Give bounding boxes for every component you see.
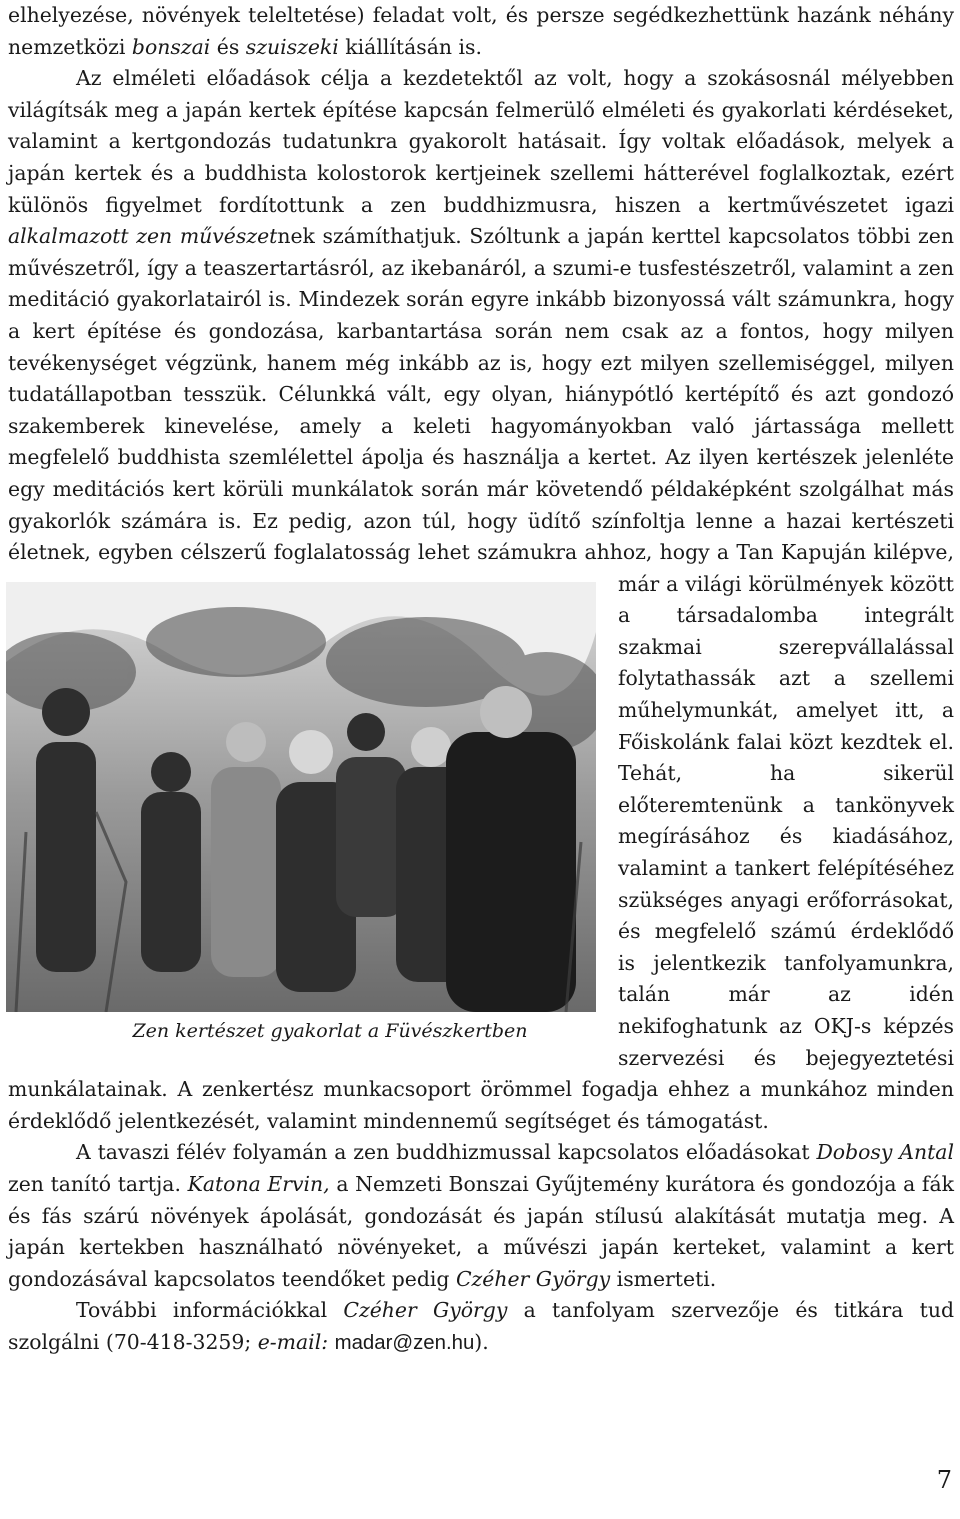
person-czeher-contact: Czéher György <box>343 1298 508 1323</box>
person-czeher: Czéher György <box>455 1266 611 1291</box>
page-number: 7 <box>936 1466 952 1494</box>
term-applied-zen-art: alkalmazott zen művészet <box>8 224 278 249</box>
photo-caption: Zen kertészet gyakorlat a Füvészkertben <box>132 1019 528 1042</box>
paragraph-1: elhelyezése, növények teleltetése) feladat volt, és persze segédkezhettünk hazánk néhány nemzetközi bonszai és szuiszeki kiállításán is. <box>8 3 954 59</box>
group-photo-image <box>6 582 596 1012</box>
person-dobosy: Dobosy Antal <box>816 1140 954 1165</box>
email-link[interactable]: madar@zen.hu <box>334 1331 475 1354</box>
paragraph-2: Az elméleti előadások célja a kezdetektől az volt, hogy a szokásosnál mélyebben világítsák meg a japán kertek építése kapcsán felmerülő elméleti és gyakorlati kérdéseket, valamint a kertgondozás tudatunkra gyakorolt hatásait. Így voltak előadások, melyek a japán kertek és a buddhista kolostorok kertjeinek szellemi hátterével foglalkoztak, ezért különös figyelmet fordítottunk a zen buddhizmusra, hiszen a kertművészetet igazi alkalmazott zen művészetnek számíthatjuk. Szóltunk a japán kerttel kapcsolatos többi zen művészetről, így a teaszertartásról, az ikebanáról, a szumi-e tusfestészetről, valamint a zen meditáció gyakorlatairól is. Mindezek során egyre inkább bizonyossá vált számunkra, hogy a kert építése és gondozása, karbantartása során nem csak az a fontos, hogy milyen tevékenységet végzünk, hanem még inkább az is, hogy ezt milyen szellemiséggel, milyen tudatállapotban tesszük. Célunkká vált, egy olyan, hiánypótló kertépítő és azt gondozó szakemberek kinevelése, amely a keleti hagyományokban való jártassága mellett megfelelő buddhista szemlélettel ápolja és használja a kertet. Az ilyen kertészek jelenléte egy meditációs kert körüli munkálatok során már követendő példaképként szolgálhat más gyakorlók számára is. Ez pedig, azon túl, hogy üdítő színfoltja lenne a hazai kertészeti életnek, egyben célszerű foglalatosság lehet számukra ahhoz, hogy a Tan Zen kertészet gyakorlat a Füvészkertben Kapuján kilépve, már a világi körülmények között a társadalomba integrált szakmai szerepvállalással folytathassák azt a szellemi műhelymunkát, amelyet itt, a Főiskolánk falai közt kezdtek el. Tehát, ha sikerül előteremtenünk a tankönyvek megírásához és kiadásához, valamint a tankert felépítéséhez szükséges anyagi erőforrásokat, és megfelelő számú érdeklődő is jelentkezik tanfolyamunkra, talán már az idén nekifoghatunk az OKJ-s képzés szervezési és bejegyeztetési munkálatainak. A zenkertész munkacsoport örömmel fogadja ehhez a munkához minden érdeklődő jelentkezését, valamint mindennemű segítséget és támogatást. <box>8 63 954 1137</box>
paragraph-2-text-b: Kapuján kilépve, már a világi körülmények között a társadalomba integrált szakmai szerepvállalással folytathassák azt a szellemi műhelymunkát, amelyet itt, a Főiskolánk falai közt kezdtek el. Tehát, ha sikerül előteremtenünk a tankönyvek megírásához és kiadásához, valamint a tankert felépítéséhez szükséges anyagi erőforrásokat, és megfelelő számú érdeklődő is jelentkezik tanfolyamunkra, talán már az idén nekifoghatunk az OKJ-s képzés szervezési és bejegyeztetési munkálatainak. A zenkertész munkacsoport örömmel fogadja ehhez a munkához minden érdeklődő jelentkezését, valamint mindennemű segítséget és támogatást. <box>8 540 954 1133</box>
term-szuiszeki: szuiszeki <box>245 34 339 59</box>
paragraph-4: További információkkal Czéher György a tanfolyam szervezője és titkára tud szolgálni (70-418-3259; e-mail: madar@zen.hu). <box>8 1298 955 1354</box>
article-body <box>8 0 954 1360</box>
paragraph-3: A tavaszi félév folyamán a zen buddhizmussal kapcsolatos előadásokat Dobosy Antal zen tanító tartja. Katona Ervin, a Nemzeti Bonszai Gyűjtemény kurátora és gondozója a fák és fás szárú növények ápolását, gondozását és japán stílusú alakítását mutatja meg. A japán kertekben használható növényeket, a művészi japán kerteket, valamint a kert gondozásával kapcsolatos teendőket pedig Czéher György ismerteti. <box>8 1140 954 1291</box>
term-bonszai: bonszai <box>131 34 211 59</box>
email-label: e-mail: <box>257 1329 329 1354</box>
photo-figure <box>6 582 606 1062</box>
person-katona: Katona Ervin, <box>187 1171 330 1196</box>
paragraph-2-text-a: nek számíthatjuk. Szóltunk a japán kerttel kapcsolatos többi zen művészetről, így a teaszertartásról, az ikebanáról, a szumi-e tusfestészetről, valamint a zen meditáció gyakorlatairól is. Mindezek során egyre inkább bizonyossá vált számunkra, hogy a kert építése és gondozása, karbantartása során nem csak az a fontos, hogy milyen tevékenységet végzünk, hanem még inkább az is, hogy ezt milyen szellemiséggel, milyen tudatállapotban tesszük. Célunkká vált, egy olyan, hiánypótló kertépítő és azt gondozó szakemberek kinevelése, amely a keleti hagyományokban való jártassága mellett megfelelő buddhista szemlélettel ápolja és használja a kertet. Az ilyen kertészek jelenléte egy meditációs kert körüli munkálatok során már követendő példaképként szolgálhat más gyakorlók számára is. Ez pedig, azon túl, hogy üdítő színfoltja lenne a hazai kertészeti életnek, egyben célszerű foglalatosság lehet számukra ahhoz, hogy a Tan <box>8 224 954 565</box>
